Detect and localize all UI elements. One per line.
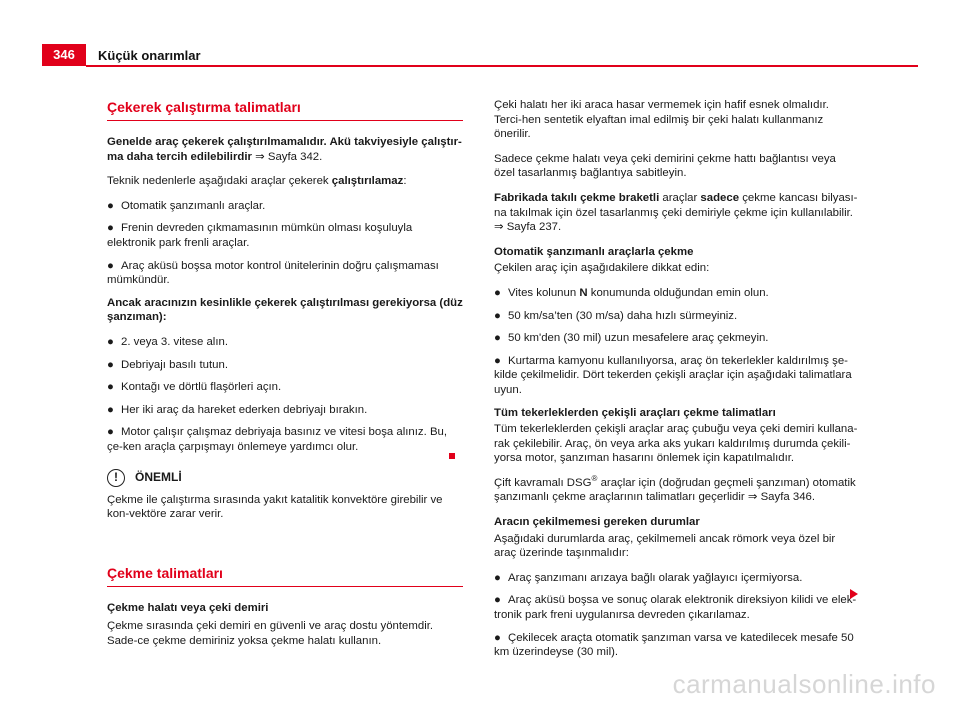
list-item: ● Araç aküsü boşsa motor kontrol ünitelerinin doğru çalışmaması mümkündür. — [107, 259, 439, 287]
list-item: ● Kontağı ve dörtlü flaşörleri açın. — [107, 381, 282, 394]
auto-bullet-2: 50 km/sa’ten (30 m/sa) daha hızlı sürmeyiniz. — [508, 309, 738, 322]
dsg-pre: Çift kavramalı DSG — [494, 476, 592, 489]
warning-title: ÖNEMLİ — [135, 470, 182, 485]
watermark: carmanualsonline.info — [672, 669, 936, 699]
auto-bullet-1-post: konumunda olduğundan emin olun. — [590, 286, 769, 299]
chapter-title: Küçük onarımlar — [98, 48, 201, 63]
attach-paragraph: Sadece çekme halatı veya çeki demirini çekme hattı bağlantısı veya özel tasarlanmış bağlantıya sabitleyin. — [494, 152, 836, 180]
towrope-text: Çekme sırasında çeki demiri en güvenli ve araç dostu yöntemdir. Sade-ce çekme demiriniz yoksa çekme halatı kullanın. — [107, 620, 434, 647]
list-item: ● Vites kolunun N konumunda olduğundan emin olun. — [494, 286, 769, 299]
auto-bullet-1-bold: N — [579, 286, 588, 299]
auto-bullet-3: 50 km'den (30 mil) uzun mesafelere araç çekmeyin. — [508, 332, 769, 345]
list-item: ● 50 km/sa’ten (30 m/sa) daha hızlı sürmeyiniz. — [494, 309, 738, 322]
bracket-bold-1: Fabrikada takılı çekme braketli — [494, 191, 660, 204]
left-column — [107, 98, 463, 658]
warning-header — [107, 469, 463, 487]
intro-ref-link[interactable]: ⇒ Sayfa 342. — [255, 150, 323, 163]
list-item: ● Motor çalışır çalışmaz debriyaja basınız ve vitesi boşa alınız. Bu, çe-ken araçla çarpışmayı önlemeye yardımcı olur. — [107, 426, 448, 453]
steps-heading: Ancak aracınızın kesinlikle çekerek çalıştırılması gerekiyorsa (düz şanzıman): — [107, 296, 463, 324]
list-item: ● Debriyajı basılı tutun. — [107, 358, 228, 371]
step-1: 2. veya 3. vitese alın. — [121, 335, 229, 348]
list-item: ● Otomatik şanzımanlı araçlar. — [107, 199, 266, 212]
list-item: ● Her iki araç da hareket ederken debriyajı bırakın. — [107, 403, 368, 416]
step-4: Her iki araç da hareket ederken debriyajı bırakın. — [121, 403, 368, 416]
auto-bullet-4: Kurtarma kamyonu kullanılıyorsa, araç ön tekerlekler kaldırılmış şe-kilde çekilmelidir. Dört tekerden çekişli araçlar için aşağıdaki talimatlara uyun. — [494, 354, 852, 396]
bracket-ref-link[interactable]: ⇒ Sayfa 237. — [494, 221, 562, 234]
no-tow-heading: Aracın çekilmemesi gereken durumlar — [494, 516, 700, 529]
step-3: Kontağı ve dörtlü flaşörleri açın. — [121, 381, 282, 394]
reasons-bold: çalıştırılamaz — [331, 175, 404, 188]
reasons-text: Teknik nedenlerle aşağıdaki araçlar çekerek — [107, 175, 329, 188]
dsg-ref-link[interactable]: ⇒ Sayfa 346. — [747, 491, 816, 504]
bracket-mid: araçlar — [662, 191, 698, 204]
awd-heading: Tüm tekerleklerden çekişli araçları çekme talimatları — [494, 406, 776, 419]
auto-intro: Çekilen araç için aşağıdakilere dikkat edin: — [494, 262, 710, 275]
auto-heading: Otomatik şanzımanlı araçlarla çekme — [494, 245, 694, 258]
section-heading-towing: Çekme talimatları — [107, 564, 463, 587]
header-rule — [86, 65, 918, 67]
page-number: 346 — [42, 44, 86, 66]
continue-arrow-icon — [850, 589, 858, 599]
rope-paragraph: Çeki halatı her iki araca hasar vermemek için hafif esnek olmalıdır. Terci-hen sentetik elyaftan imal edilmiş bir çeki halatı kullanmanız önerilir. — [494, 99, 829, 141]
list-item: ● Çekilecek araçta otomatik şanzıman varsa ve katedilecek mesafe 50 km üzerindeyse (30 mil). — [494, 631, 854, 659]
no-tow-bullet-1: Araç şanzımanı arızaya bağlı olarak yağlayıcı içermiyorsa. — [508, 571, 803, 584]
list-item: ● Kurtarma kamyonu kullanılıyorsa, araç ön tekerlekler kaldırılmış şe-kilde çekilmelidir. Dört tekerden çekişli araçlar için aşağıdaki talimatlara uyun. — [494, 354, 852, 396]
reasons-intro — [107, 174, 463, 189]
right-column — [494, 98, 858, 668]
warning-text: Çekme ile çalıştırma sırasında yakıt katalitik konvektöre girebilir ve kon-vektöre zarar verir. — [107, 493, 443, 521]
bracket-rest: çekme kancası bilyası-na takılmak için özel tasarlanmış çeki demiriyle çekme için kullanılabilir. — [494, 191, 858, 219]
towrope-heading: Çekme halatı veya çeki demiri — [107, 601, 269, 614]
auto-bullet-1-pre: Vites kolunun — [508, 286, 577, 299]
no-tow-bullet-3: Çekilecek araçta otomatik şanzıman varsa ve katedilecek mesafe 50 km üzerindeyse (30 mil). — [494, 631, 854, 659]
reasons-colon: : — [403, 175, 407, 188]
registered-mark: ® — [591, 474, 598, 484]
reason-1: Otomatik şanzımanlı araçlar. — [121, 199, 266, 212]
section-end-marker — [449, 453, 455, 459]
list-item: ● 50 km'den (30 mil) uzun mesafelere araç çekmeyin. — [494, 332, 769, 345]
exclamation-icon: ! — [107, 469, 125, 487]
step-5: Motor çalışır çalışmaz debriyaja basınız ve vitesi boşa alınız. Bu, çe-ken araçla çarpışmayı önlemeye yardımcı olur. — [107, 426, 448, 453]
list-item: ● 2. veya 3. vitese alın. — [107, 335, 229, 348]
bracket-paragraph — [494, 191, 858, 235]
awd-text: Tüm tekerleklerden çekişli araçlar araç çubuğu veya çeki demiri kullana-rak çekilebilir. Araç, ön veya arka aks yukarı kaldırılmış durumda çekili-yorsa motor, şanzıman hasarını önlemek için kapatılmalıdır. — [494, 423, 858, 465]
intro-paragraph — [107, 135, 463, 164]
list-item: ● Araç şanzımanı arızaya bağlı olarak yağlayıcı içermiyorsa. — [494, 571, 803, 584]
dsg-post: araçlar için (doğrudan geçmeli şanzıman) otomatik şanzımanlı çekme araçlarının talimatları geçerlidir — [494, 476, 856, 504]
intro-bold: Genelde araç çekerek çalıştırılmamalıdır. Akü takviyesiyle çalıştır-ma daha tercih edilebilirdir — [107, 136, 462, 163]
step-2: Debriyajı basılı tutun. — [121, 358, 228, 371]
no-tow-intro: Aşağıdaki durumlarda araç, çekilmemeli ancak römork veya özel bir araç üzerinde taşınmalıdır: — [494, 532, 836, 560]
bracket-bold-2: sadece — [700, 191, 740, 204]
list-item: ● Araç aküsü boşsa ve sonuç olarak elektronik direksiyon kilidi ve elek-tronik park freni uygulanırsa devreden çıkarılamaz. — [494, 594, 857, 622]
no-tow-bullet-2: Araç aküsü boşsa ve sonuç olarak elektronik direksiyon kilidi ve elek-tronik park freni uygulanırsa devreden çıkarılamaz. — [494, 594, 857, 622]
list-item: ● Frenin devreden çıkmamasının mümkün olması koşuluyla elektronik park frenli araçlar. — [107, 222, 413, 249]
reason-3: Araç aküsü boşsa motor kontrol ünitelerinin doğru çalışmaması mümkündür. — [107, 259, 439, 287]
section-heading-jump-start: Çekerek çalıştırma talimatları — [107, 98, 463, 121]
dsg-paragraph — [494, 476, 858, 505]
reason-2: Frenin devreden çıkmamasının mümkün olması koşuluyla elektronik park frenli araçlar. — [107, 222, 413, 249]
